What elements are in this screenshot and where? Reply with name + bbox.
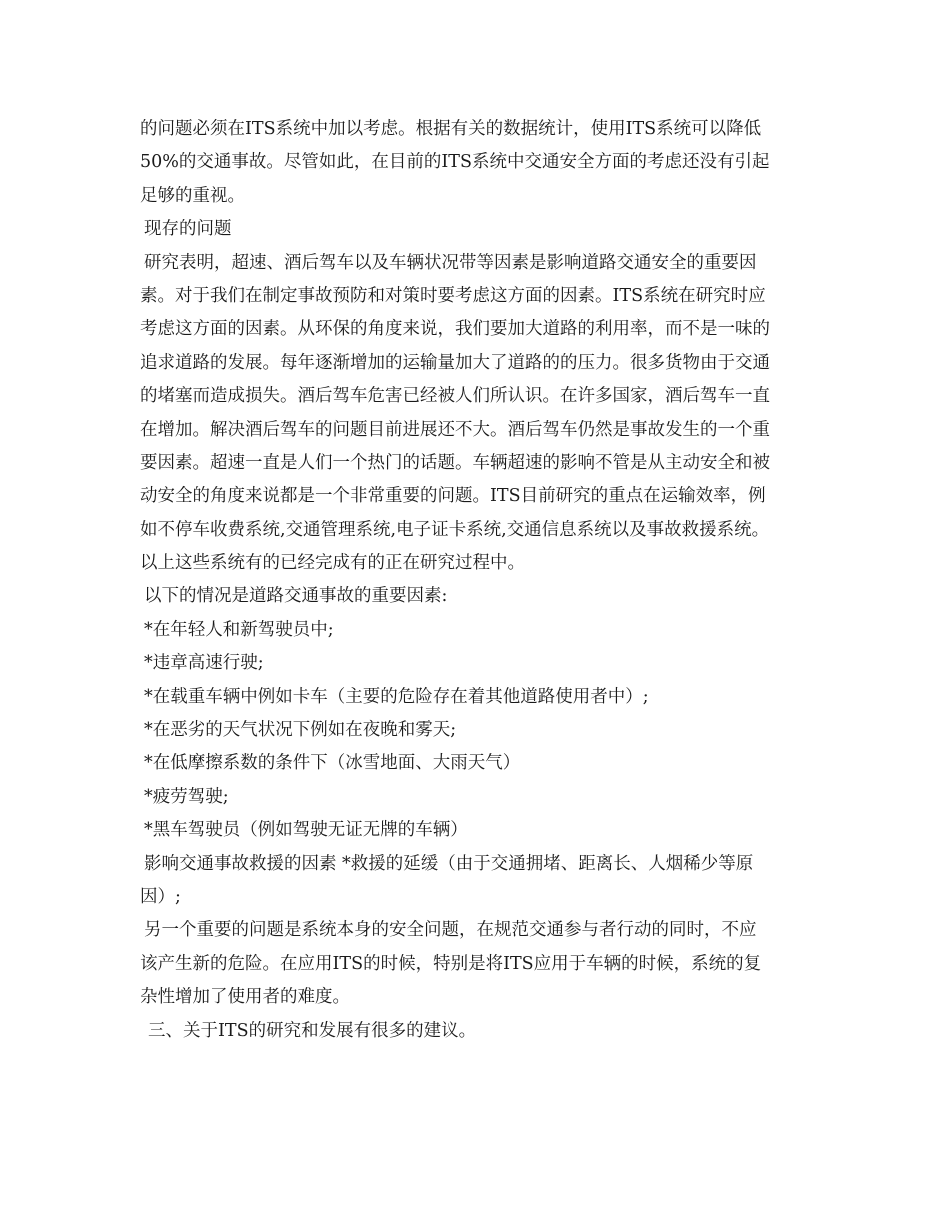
text-line: 考虑这方面的因素。从环保的角度来说，我们要加大道路的利用率，而不是一味的 [140,319,770,340]
list-item: *违章高速行驶; [144,653,264,674]
document-body [140,113,820,1048]
text-line: 素。对于我们在制定事故预防和对策时要考虑这方面的因素。ITS系统在研究时应 [140,285,766,306]
text-line: 如不停车收费系统,交通管理系统,电子证卡系统,交通信息系统以及事故救援系统。 [140,519,770,540]
text-line: 杂性增加了使用者的难度。 [140,987,350,1008]
text-line: 研究表明，超速、酒后驾车以及车辆状况带等因素是影响道路交通安全的重要因 [144,252,757,273]
text-line: 影响交通事故救援的因素 *救援的延缓（由于交通拥堵、距离长、人烟稀少等原 [144,853,754,874]
list-item: *在低摩擦系数的条件下（冰雪地面、大雨天气） [144,753,521,774]
section-heading: 现存的问题 [144,219,232,240]
text-line: 足够的重视。 [140,185,245,206]
list-item: *黑车驾驶员（例如驾驶无证无牌的车辆） [144,820,468,841]
text-line: 追求道路的发展。每年逐渐增加的运输量加大了道路的的压力。很多货物由于交通 [140,352,770,373]
text-line: 因）; [140,886,181,907]
text-line: 该产生新的危险。在应用ITS的时候，特别是将ITS应用于车辆的时候，系统的复 [140,953,762,974]
list-item: *在恶劣的天气状况下例如在夜晚和雾天; [144,720,457,741]
text-line: 的问题必须在ITS系统中加以考虑。根据有关的数据统计，使用ITS系统可以降低 [140,119,762,139]
list-item: *疲劳驾驶; [144,786,229,807]
text-line: 动安全的角度来说都是一个非常重要的问题。ITS目前研究的重点在运输效率，例 [140,486,766,507]
text-line: 以下的情况是道路交通事故的重要因素: [144,586,448,607]
section-heading: 三、关于ITS的研究和发展有很多的建议。 [148,1020,477,1041]
list-item: *在载重车辆中例如卡车（主要的危险存在着其他道路使用者中）; [144,686,649,707]
text-line: 要因素。超速一直是人们一个热门的话题。车辆超速的影响不管是从主动安全和被 [140,452,770,473]
text-line: 50%的交通事故。尽管如此，在目前的ITS系统中交通安全方面的考虑还没有引起 [140,152,770,173]
text-line: 另一个重要的问题是系统本身的安全问题，在规范交通参与者行动的同时，不应 [144,920,757,941]
text-line: 在增加。解决酒后驾车的问题目前进展还不大。酒后驾车仍然是事故发生的一个重 [140,419,770,440]
text-line: 的堵塞而造成损失。酒后驾车危害已经被人们所认识。在许多国家，酒后驾车一直 [140,386,770,407]
list-item: *在年轻人和新驾驶员中; [144,619,334,640]
text-line: 以上这些系统有的已经完成有的正在研究过程中。 [140,553,525,574]
